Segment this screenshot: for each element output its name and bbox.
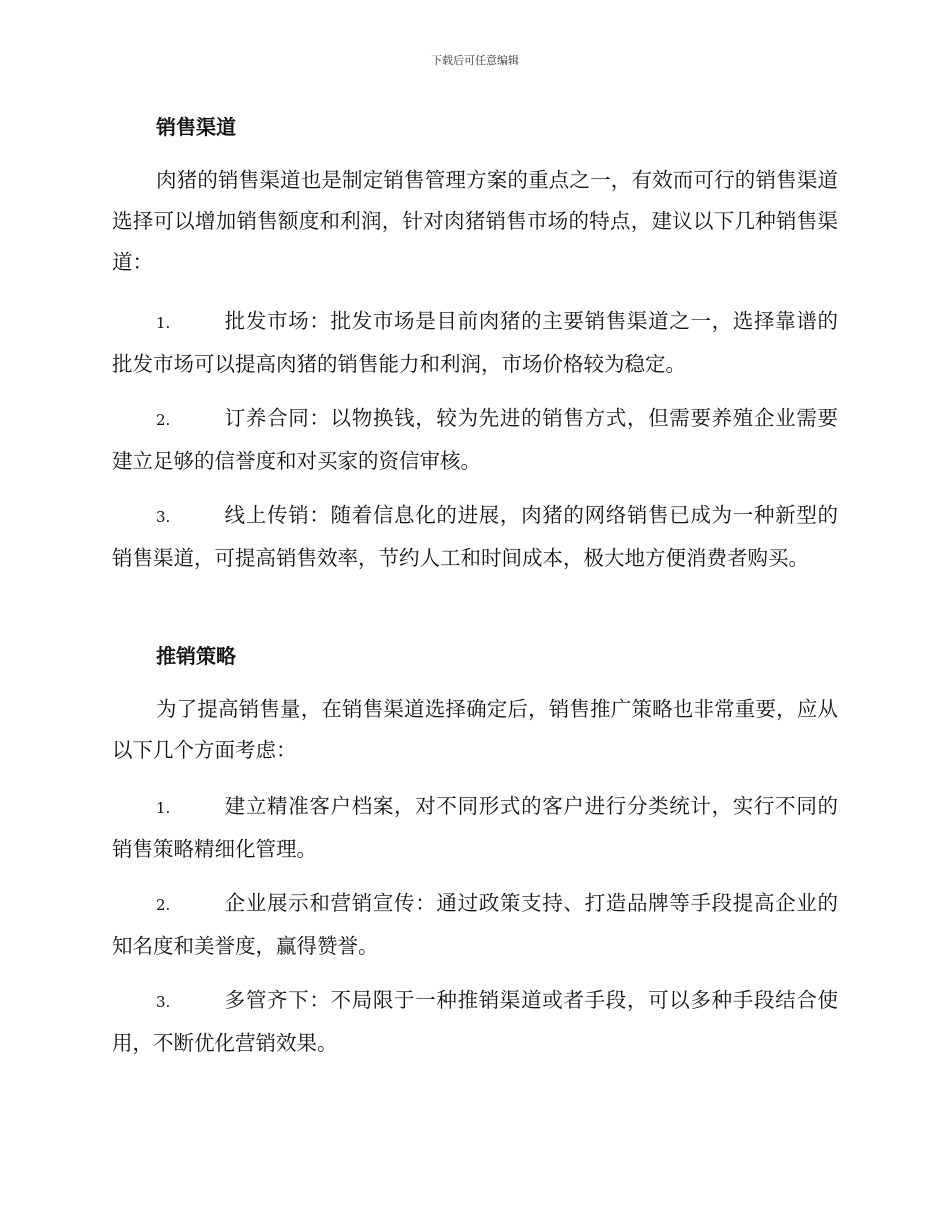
list-item [112,495,838,579]
list-item-number: 1. [156,799,171,817]
list-item-text: 多管齐下：不局限于一种推销渠道或者手段，可以多种手段结合使用，不断优化营销效果。 [112,988,838,1055]
page-header: 下载后可任意编辑 [431,54,519,67]
list-item-number: 3. [156,993,171,1011]
list-item-number: 2. [156,411,171,429]
list-item-number: 3. [156,508,171,526]
list-item [112,301,838,385]
list-item [112,980,838,1064]
list-item-text: 线上传销：随着信息化的进展，肉猪的网络销售已成为一种新型的销售渠道，可提高销售效率，节约人工和时间成本，极大地方便消费者购买。 [112,503,838,570]
list-item-text: 订养合同：以物换钱，较为先进的销售方式，但需要养殖企业需要建立足够的信誉度和对买家的资信审核。 [112,406,838,473]
list-item-text: 批发市场：批发市场是目前肉猪的主要销售渠道之一，选择靠谱的批发市场可以提高肉猪的销售能力和利润，市场价格较为稳定。 [112,309,838,376]
section-intro-paragraph: 肉猪的销售渠道也是制定销售管理方案的重点之一，有效而可行的销售渠道选择可以增加销售额度和利润，针对肉猪销售市场的特点，建议以下几种销售渠道： [112,168,838,274]
list-item-text: 建立精准客户档案，对不同形式的客户进行分类统计，实行不同的销售策略精细化管理。 [112,794,838,861]
list-item-text: 企业展示和营销宣传：通过政策支持、打造品牌等手段提高企业的知名度和美誉度，赢得赞誉。 [112,891,838,958]
section-heading: 推销策略 [156,644,236,668]
section-heading: 销售渠道 [156,115,236,139]
section-intro-paragraph: 为了提高销售量，在销售渠道选择确定后，销售推广策略也非常重要，应从以下几个方面考虑： [112,697,838,762]
list-item [112,398,838,482]
list-item-number: 1. [156,314,171,332]
list-item-number: 2. [156,896,171,914]
list-item [112,786,838,870]
list-item [112,883,838,967]
